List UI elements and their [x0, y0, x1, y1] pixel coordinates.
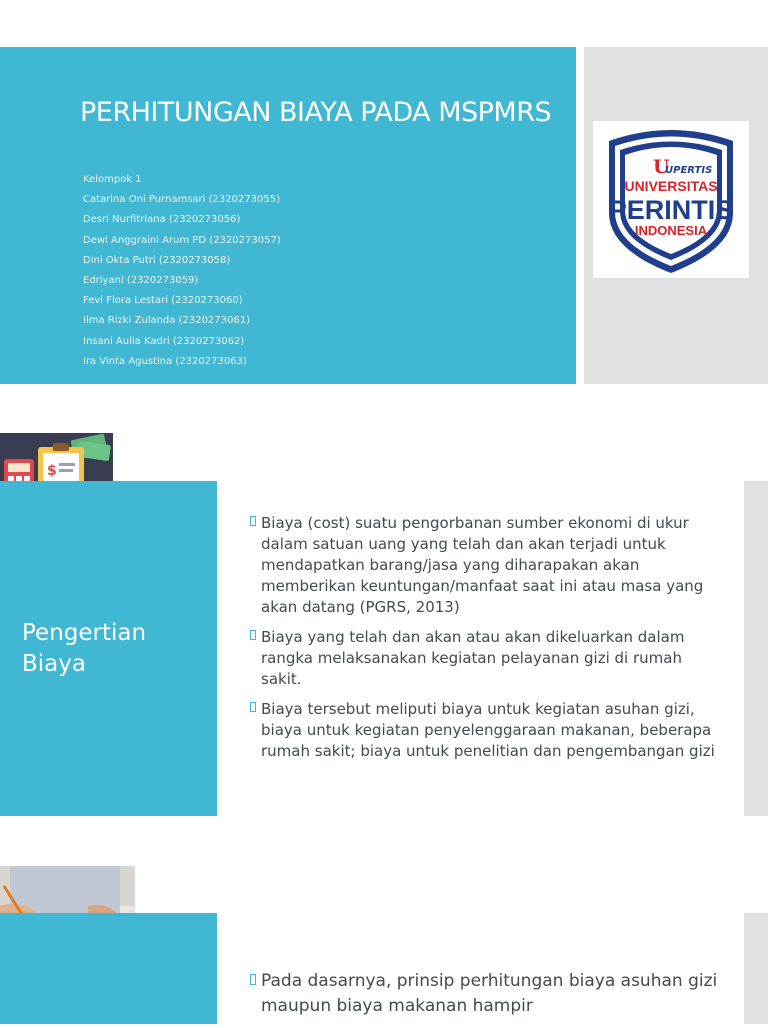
- member-item: Ilma Rizki Zulanda (2320273061): [83, 315, 251, 327]
- member-item: Ira Vinta Agustina (2320273063): [83, 355, 247, 367]
- list-item: [250, 969, 720, 1019]
- svg-text:UPERTIS: UPERTIS: [665, 165, 713, 176]
- svg-text:UNIVERSITAS: UNIVERSITAS: [624, 178, 718, 194]
- member-item: Dewi Anggraini Arum PD (2320273057): [83, 234, 281, 246]
- list-item: [250, 627, 720, 690]
- side-panel: [744, 913, 768, 1024]
- bullet-list: [250, 513, 720, 771]
- member-item: Catarina Oni Purnamsari (2320273055): [83, 194, 281, 206]
- bullet-list: [250, 969, 720, 1028]
- bullet-icon: [250, 516, 256, 526]
- member-item: Fevi Flora Lestari (2320273060): [83, 295, 243, 307]
- bullet-icon: [250, 702, 256, 712]
- slide-title: PERHITUNGAN BIAYA PADA MSPMRS: [80, 97, 552, 128]
- university-logo: [593, 121, 749, 278]
- list-item: [250, 513, 720, 618]
- member-item: Dini Okta Putri (2320273058): [83, 254, 231, 266]
- bullet-icon: [250, 974, 256, 985]
- svg-text:U: U: [653, 156, 670, 178]
- member-item: Desri Nurfitriana (2320273056): [83, 214, 241, 226]
- bullet-text: Pada dasarnya, prinsip perhitungan biaya asuhan gizi maupun biaya makanan hampir: [261, 971, 718, 1016]
- svg-text:PERINTIS: PERINTIS: [608, 195, 734, 225]
- member-item: Insani Aulia Kadri (2320273062): [83, 335, 245, 347]
- svg-text:$: $: [47, 463, 57, 479]
- section-heading: Pengertian Biaya: [22, 620, 147, 677]
- bullet-icon: [250, 630, 256, 640]
- list-item: [250, 699, 720, 762]
- side-panel: [744, 481, 768, 816]
- group-label: Kelompok 1: [83, 174, 142, 185]
- section-heading-panel: [0, 913, 217, 1024]
- bullet-text: Biaya (cost) suatu pengorbanan sumber ekonomi di ukur dalam satuan uang yang telah dan akan terjadi untuk mendapatkan barang/jasa yang diharapakan akan memberikan keuntungan/manfaat saat ini atau masa yang akan datang (PGRS, 2013): [261, 514, 704, 616]
- bullet-text: Biaya yang telah dan akan atau akan dikeluarkan dalam rangka melaksanakan kegiatan pelayanan gizi di rumah sakit.: [261, 628, 685, 688]
- bullet-text: Biaya tersebut meliputi biaya untuk kegiatan asuhan gizi, biaya untuk kegiatan penyelenggaraan makanan, beberapa rumah sakit; biaya untuk penelitian dan pengembangan gizi: [261, 700, 715, 760]
- svg-text:INDONESIA: INDONESIA: [634, 223, 708, 238]
- member-item: Edriyani (2320273059): [83, 275, 199, 287]
- group-member-list: [83, 170, 383, 372]
- university-crest-icon: [593, 121, 749, 278]
